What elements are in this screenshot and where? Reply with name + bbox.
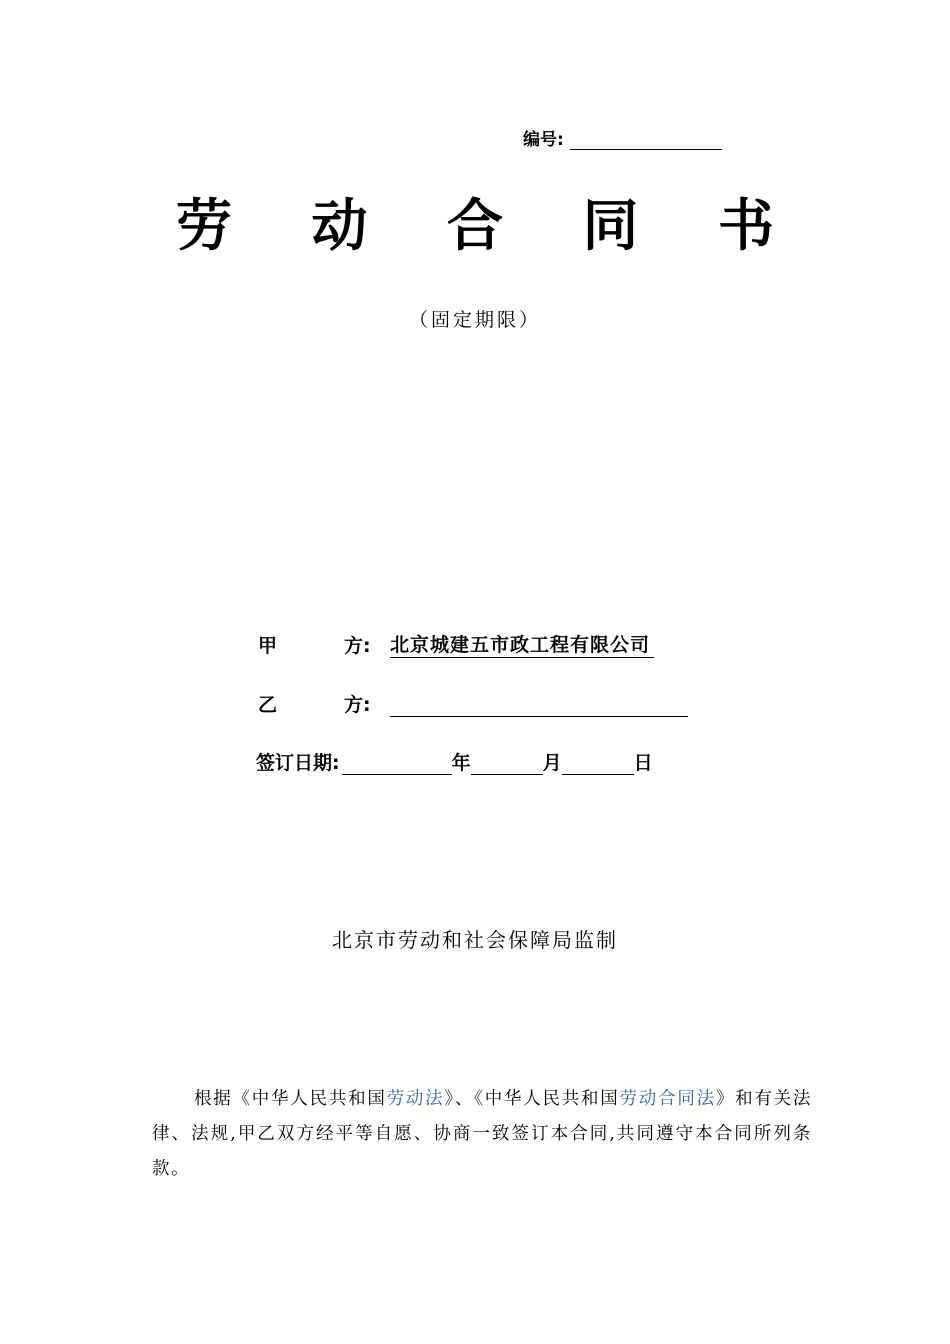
- sign-date-row: [256, 748, 653, 775]
- supervisor-note: 北京市劳动和社会保障局监制: [332, 928, 618, 952]
- sign-date-month-label: 月: [542, 752, 562, 774]
- party-a-value[interactable]: 北京城建五市政工程有限公司: [390, 630, 654, 658]
- preamble-text-2: 》、《中华人民共和国: [444, 1089, 620, 1109]
- party-b-suffix: 方:: [344, 694, 371, 716]
- party-a-suffix: 方:: [344, 635, 371, 657]
- sign-date-year-blank[interactable]: [342, 752, 452, 775]
- preamble-text-3: 》和有关法律、法规,甲乙双方经平等自愿、协商一致签订本合同,共同遵守本合同所列条款。: [152, 1089, 813, 1179]
- document-subtitle: （固定期限）: [408, 309, 541, 331]
- labor-contract-law-link[interactable]: 劳动合同法: [619, 1089, 716, 1109]
- party-a-row: [258, 630, 654, 658]
- sign-date-day-label: 日: [633, 752, 653, 774]
- sign-date-year-label: 年: [451, 752, 471, 774]
- serial-number-field: [523, 125, 722, 150]
- sign-date-label: 签订日期:: [256, 752, 340, 774]
- party-a-label: 甲: [258, 635, 278, 657]
- document-title: 劳 动 合 同 书: [176, 194, 804, 259]
- sign-date-day-blank[interactable]: [562, 752, 634, 775]
- party-b-blank[interactable]: [390, 694, 688, 717]
- preamble-text-1: 根据《中华人民共和国: [194, 1089, 387, 1109]
- serial-number-label: 编号:: [523, 130, 564, 150]
- preamble-paragraph: [152, 1082, 812, 1187]
- party-b-row: [258, 690, 688, 717]
- labor-law-link[interactable]: 劳动法: [386, 1089, 445, 1109]
- party-b-label: 乙: [258, 694, 278, 716]
- sign-date-month-blank[interactable]: [471, 752, 543, 775]
- serial-number-blank[interactable]: [570, 129, 722, 150]
